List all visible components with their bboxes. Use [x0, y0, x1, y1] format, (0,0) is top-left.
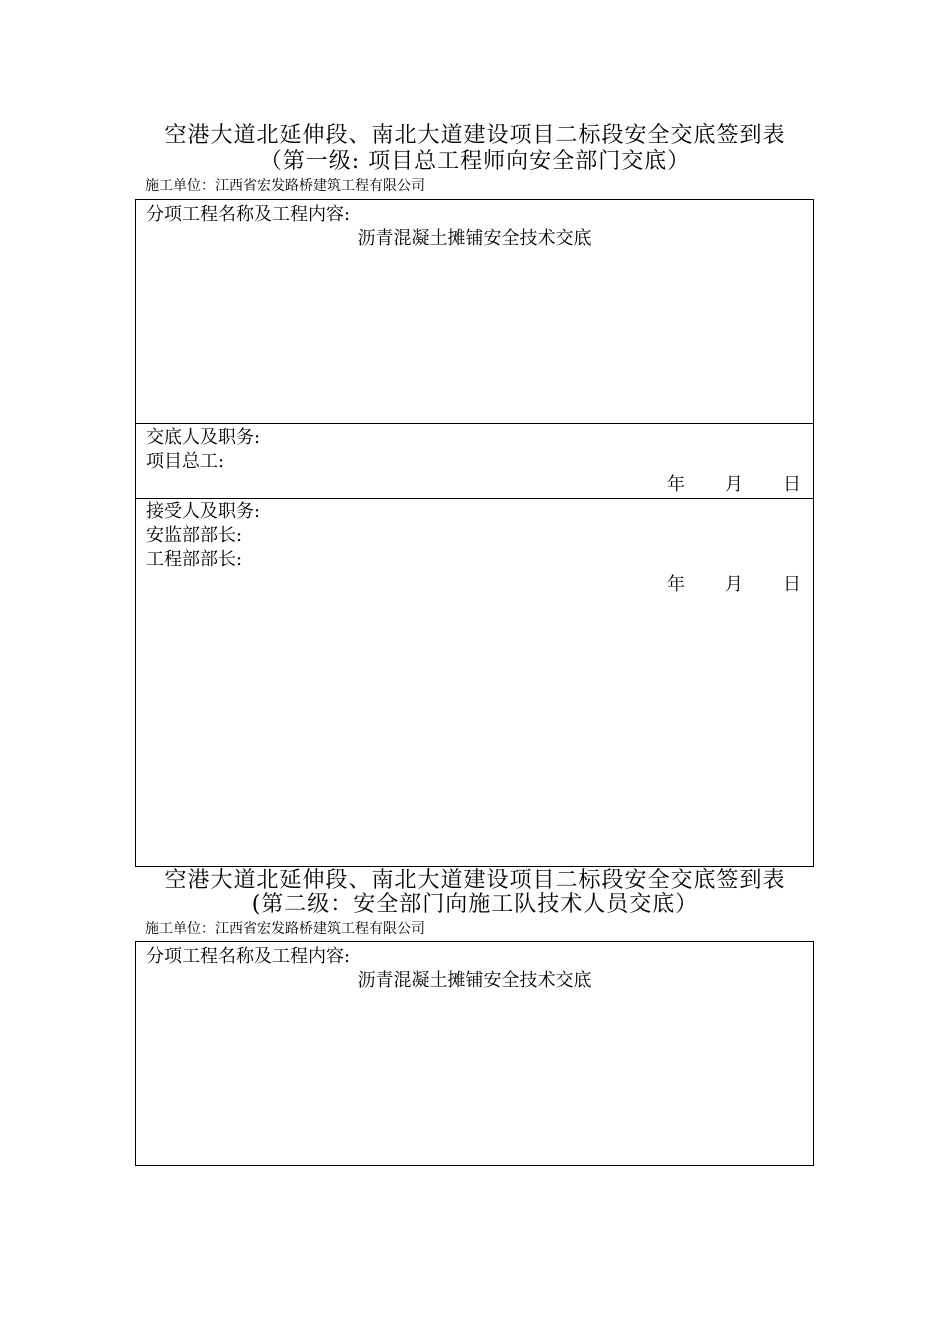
month-label: 月 [725, 474, 743, 495]
form2-content-value: 沥青混凝土摊铺安全技术交底 [357, 970, 592, 991]
form1-content-value: 沥青混凝土摊铺安全技术交底 [357, 228, 592, 249]
day-label: 日 [783, 474, 801, 495]
form1-receiver-cell [136, 499, 813, 867]
month-label: 月 [725, 574, 743, 595]
form2-construction-unit: 施工单位：江西省宏发路桥建筑工程有限公司 [145, 921, 425, 937]
form1-safety-head-label: 安监部部长: [146, 525, 243, 546]
form1-discloser-label: 交底人及职务: [146, 427, 261, 448]
form1-subtitle: （第一级: 项目总工程师向安全部门交底） [259, 149, 691, 174]
form2-content-cell [136, 942, 813, 1165]
form1-discloser-date [667, 473, 801, 497]
form1-construction-unit: 施工单位：江西省宏发路桥建筑工程有限公司 [145, 178, 425, 194]
form1-chief-engineer-label: 项目总工: [146, 451, 225, 472]
form1-title: 空港大道北延伸段、南北大道建设项目二标段安全交底签到表 [164, 123, 786, 148]
form2-title: 空港大道北延伸段、南北大道建设项目二标段安全交底签到表 [164, 868, 786, 893]
form1-receiver-date [667, 573, 801, 597]
form2-content-label: 分项工程名称及工程内容: [146, 946, 351, 967]
form1-engineering-head-label: 工程部部长: [146, 549, 243, 570]
form2-subtitle: (第二级：安全部门向施工队技术人员交底） [251, 892, 699, 917]
form1-table [135, 199, 814, 867]
day-label: 日 [783, 574, 801, 595]
form1-discloser-cell [136, 424, 813, 499]
form1-receiver-label: 接受人及职务: [146, 501, 261, 522]
form1-content-cell [136, 200, 813, 424]
year-label: 年 [667, 474, 685, 495]
form1-content-label: 分项工程名称及工程内容: [146, 204, 351, 225]
year-label: 年 [667, 574, 685, 595]
form2-table [135, 941, 814, 1166]
